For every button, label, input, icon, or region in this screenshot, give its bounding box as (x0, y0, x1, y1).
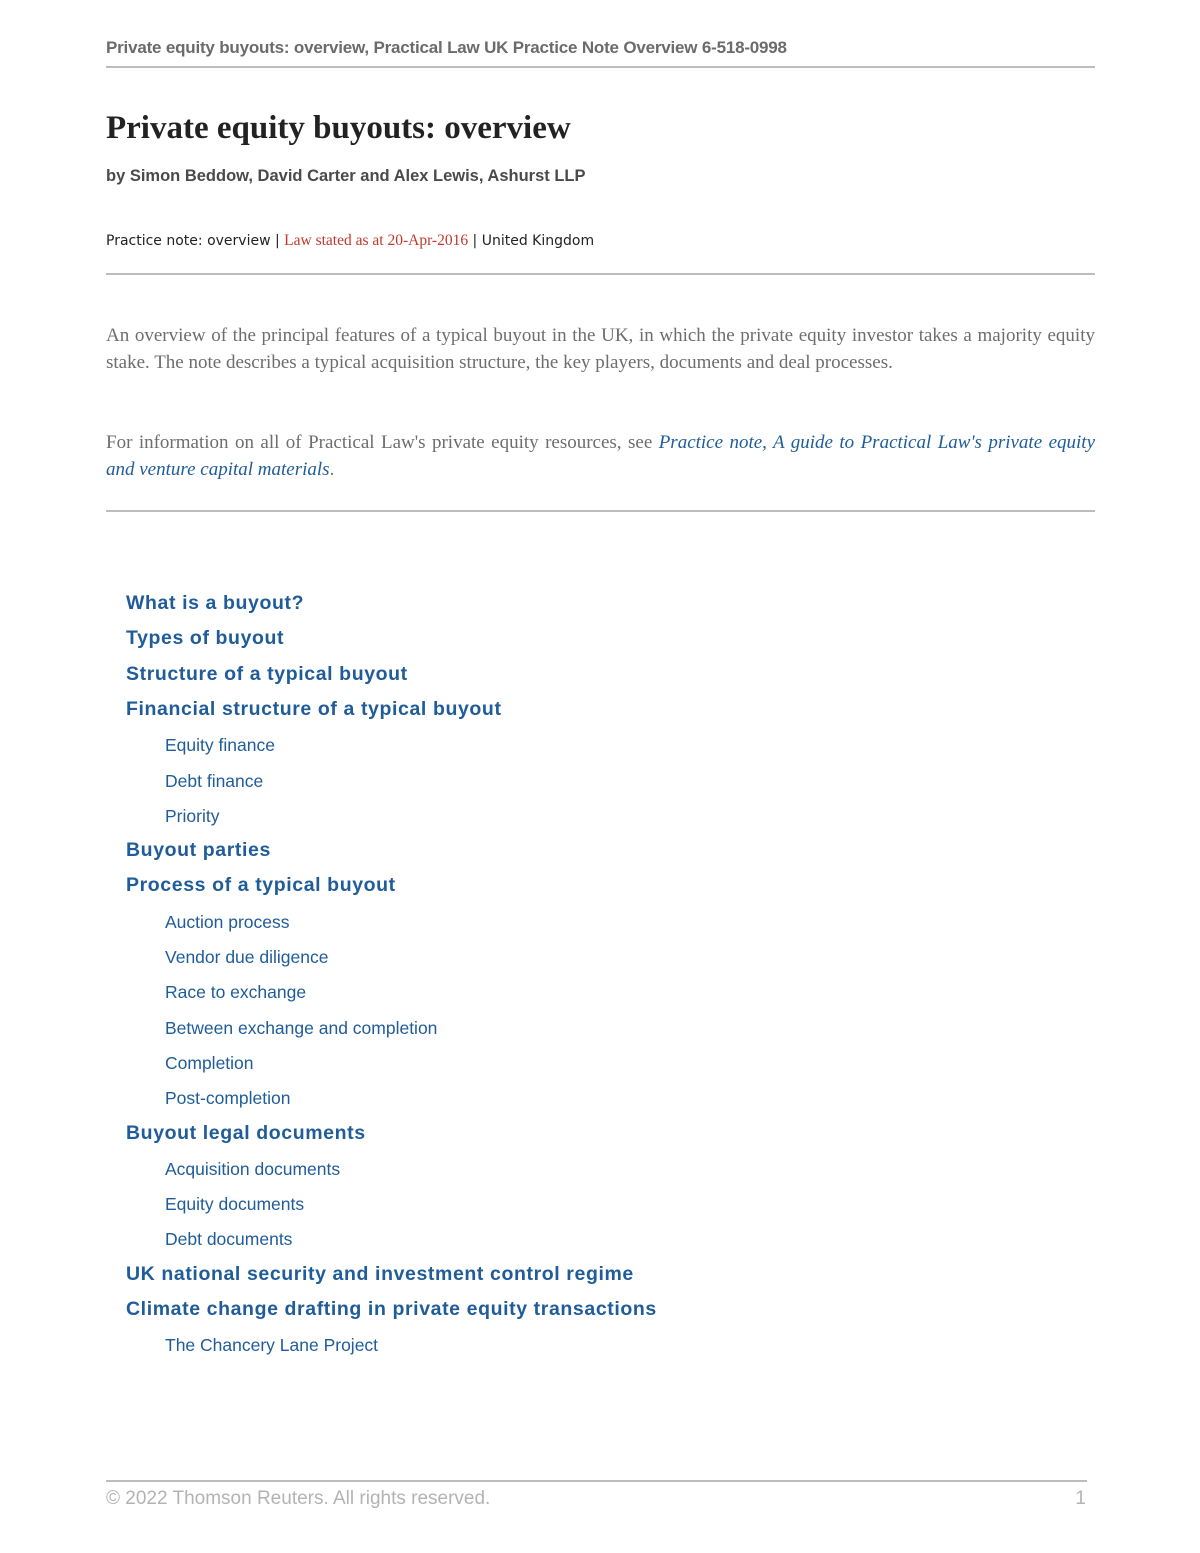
guide-materials-link[interactable]: Practice note, A guide to Practical Law's private equity and venture capital materials (106, 432, 1095, 480)
intro-divider (106, 510, 1095, 512)
toc-subsection-link[interactable]: Vendor due diligence (165, 947, 329, 967)
toc-subsection-link[interactable]: The Chancery Lane Project (165, 1335, 379, 1356)
toc-section-link[interactable]: Structure of a typical buyout (126, 662, 408, 685)
document-title: Private equity buyouts: overview (106, 110, 571, 146)
law-stated-date: Law stated as at 20-Apr-2016 (284, 232, 469, 249)
header-divider (106, 66, 1095, 68)
toc-section-link[interactable]: What is a buyout? (126, 592, 305, 614)
toc-section-link[interactable]: Types of buyout (126, 627, 285, 650)
footer-divider (106, 1480, 1087, 1482)
toc-section-link[interactable]: Climate change drafting in private equity transactions (126, 1298, 657, 1320)
page-number: 1 (1075, 1488, 1086, 1509)
resources-suffix: . (329, 459, 335, 480)
toc-subsection-link[interactable]: Debt finance (165, 770, 264, 791)
toc-subsection-link[interactable]: Between exchange and completion (165, 1017, 438, 1038)
toc-subsection-link[interactable]: Post-completion (165, 1088, 291, 1109)
toc-subsection-link[interactable]: Completion (165, 1052, 254, 1073)
meta-separator: | (270, 233, 285, 249)
running-header: Private equity buyouts: overview, Practical Law UK Practice Note Overview 6-518-0998 (106, 38, 787, 57)
document-meta (106, 232, 594, 250)
toc-subsection-link[interactable]: Debt documents (165, 1229, 293, 1250)
toc-section-link[interactable]: Buyout parties (126, 839, 271, 862)
meta-divider (106, 273, 1095, 275)
jurisdiction: United Kingdom (481, 233, 595, 249)
toc-section-link[interactable]: Process of a typical buyout (126, 874, 396, 897)
author-byline: by Simon Beddow, David Carter and Alex Lewis, Ashurst LLP (106, 167, 586, 185)
meta-separator: | (468, 233, 482, 249)
toc-subsection-link[interactable]: Race to exchange (165, 982, 307, 1003)
toc-section-link[interactable]: Buyout legal documents (126, 1121, 366, 1144)
toc-subsection-link[interactable]: Equity documents (165, 1194, 305, 1215)
resources-prefix: For information on all of Practical Law's private equity resources, see (106, 432, 659, 453)
toc-subsection-link[interactable]: Equity finance (165, 735, 275, 756)
toc-subsection-link[interactable]: Acquisition documents (165, 1158, 341, 1179)
note-type: Practice note: overview (106, 233, 271, 249)
toc-section-link[interactable]: Financial structure of a typical buyout (126, 697, 502, 720)
toc-subsection-link[interactable]: Auction process (165, 911, 290, 932)
toc-section-link[interactable]: UK national security and investment control regime (126, 1262, 634, 1285)
footer-copyright: © 2022 Thomson Reuters. All rights reserved. (106, 1488, 491, 1509)
resources-paragraph (106, 429, 1095, 483)
toc-subsection-link[interactable]: Priority (165, 805, 220, 826)
abstract-paragraph: An overview of the principal features of a typical buyout in the UK, in which the private equity investor takes a majority equity stake. The note describes a typical acquisition structure, the key players, documents and deal processes. (106, 325, 1095, 373)
